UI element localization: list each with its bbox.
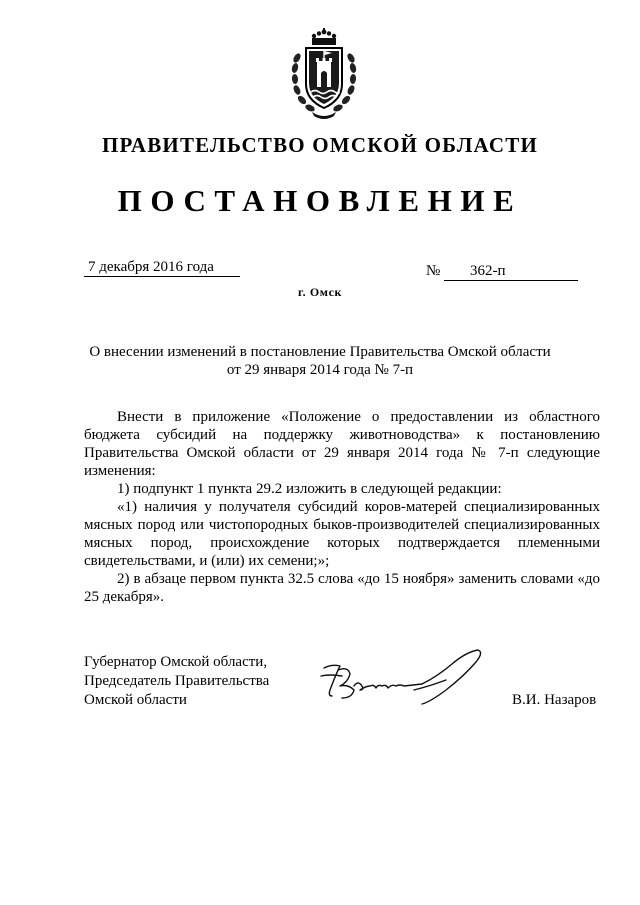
signer-position-line-1: Губернатор Омской области, <box>84 654 268 670</box>
signer-position-line-3: Омской области <box>84 692 187 708</box>
handwritten-signature <box>318 646 486 708</box>
document-number-block <box>426 262 506 280</box>
body-paragraph-quote: «1) наличия у получателя субсидий коров-матерей специализированных мясных пород или чистопородных быков-производителей специализированных мясных пород, происхождение которых подтверждается племенными свидетельствами, и (или) их семени;»; <box>84 499 600 569</box>
document-subject <box>80 343 560 379</box>
document-date: 7 декабря 2016 года <box>84 258 240 277</box>
document-type-heading: ПОСТАНОВЛЕНИЕ <box>117 183 523 218</box>
subject-line-2: от 29 января 2014 года № 7-п <box>226 362 414 378</box>
organization-title: ПРАВИТЕЛЬСТВО ОМСКОЙ ОБЛАСТИ <box>101 133 538 157</box>
document-body <box>84 408 600 606</box>
signer-position <box>84 653 269 710</box>
body-paragraph-item-2: 2) в абзаце первом пункта 32.5 слова «до 15 ноября» заменить словами «до 25 декабря». <box>84 571 600 605</box>
number-sign: № <box>426 263 441 279</box>
coat-of-arms-emblem <box>288 28 360 120</box>
city-name: г. Омск <box>297 285 343 299</box>
signer-position-line-2: Председатель Правительства <box>84 673 270 689</box>
subject-line-1: О внесении изменений в постановление Правительства Омской области <box>89 344 551 360</box>
body-paragraph-intro: Внести в приложение «Положение о предоставлении из областного бюджета субсидий на поддержку животноводства» к постановлению Правительства Омской области от 29 января 2014 года № 7-п следующие изменения: <box>84 409 600 479</box>
document-number: 362-п <box>444 262 578 281</box>
body-paragraph-item-1: 1) подпункт 1 пункта 29.2 изложить в следующей редакции: <box>117 481 502 497</box>
signer-name: В.И. Назаров <box>512 692 597 708</box>
